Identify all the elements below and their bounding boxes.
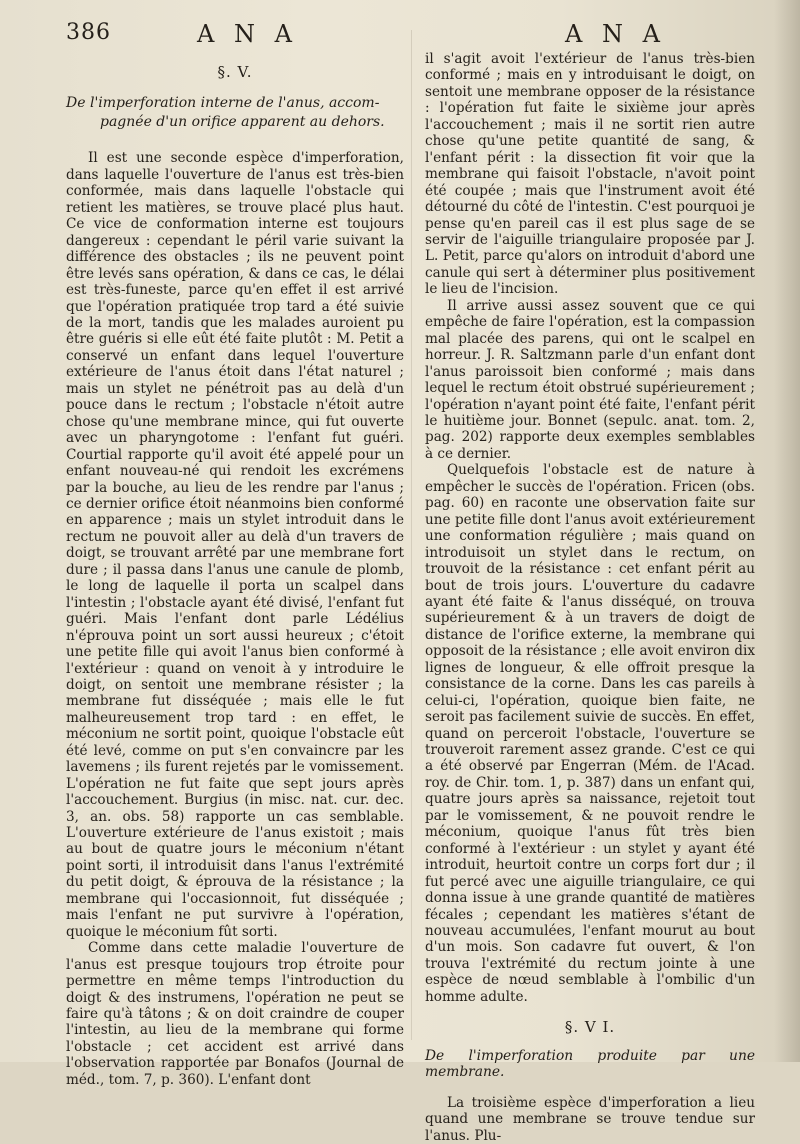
right-column <box>425 51 755 1144</box>
section-vi-number: §. V I. <box>564 1018 616 1037</box>
column-gutter <box>411 30 412 1040</box>
section-v-title-line2: pagnée d'un orifice apparent au dehors. <box>100 114 385 131</box>
page-edge-shadow <box>774 0 800 1062</box>
running-head-right: A N A <box>565 20 666 48</box>
section-v-paragraph-1: Il est une seconde espèce d'imperforation, dans laquelle l'ouverture de l'anus est très-bien conformée, mais dans laquelle l'obstacle qui retient les matières, se trouve placé plus haut. Ce vice de conformation interne est toujours dangereux : cependant le péril varie suivant la différence des obstacles ; ils ne peuvent point être levés sans opération, & dans ce cas, le délai est très-funeste, parce qu'en effet il est arrivé que l'opération pratiquée trop tard a été suivie de la mort, tandis que les malades auroient pu être guéris si elle eût été faite plutôt : M. Petit a conservé un enfant dans lequel l'ouverture extérieure de l'anus étoit dans l'état naturel ; mais un stylet ne pénétroit pas au delà d'un pouce dans le rectum ; l'obstacle n'étoit autre chose qu'une membrane mince, qui fut ouverte avec un pharyngotome : l'enfant fut guéri. Courtial rapporte qu'il avoit été appelé pour un enfant nouveau-né qui rendoit les excrémens par la bouche, au lieu de les rendre par l'anus ; ce dernier orifice étoit néanmoins bien conformé en apparence ; mais un stylet introduit dans le rectum ne pouvoit aller au delà d'un travers de doigt, se trouvant arrêté par une membrane fort dure ; il passa dans l'anus une canule de plomb, le long de laquelle il porta un scalpel dans l'intestin ; l'obstacle ayant été divisé, l'enfant fut guéri. Mais l'enfant dont parle Lédélius n'éprouva point un sort aussi heureux ; c'étoit une petite fille qui avoit l'anus bien conformé à l'extérieur : quand on venoit à y introduire le doigt, on sentoit une membrane résister ; la membrane fut disséquée ; mais elle le fut malheureusement trop tard : en effet, le méconium ne sortit point, quoique l'obstacle eût été levé, comme on put s'en convaincre par les lavemens ; ils furent rejetés par le vomissement. L'opération ne fut faite que sept jours après l'accouchement. Burgius (in misc. nat. cur. dec. 3, an. obs. 58) rapporte un cas semblable. L'ouverture extérieure de l'anus existoit ; mais au bout de quatre jours le méconium n'étant point sorti, il introduisit dans l'anus l'extrémité du petit doigt, & éprouva de la résistance ; la membrane qui l'occasionnoit, fut disséquée ; mais l'enfant ne put survivre à l'opération, quoique le méconium fût sorti. <box>66 150 404 940</box>
section-v-number: §. V. <box>217 63 253 81</box>
page-number: 386 <box>66 20 111 45</box>
section-v-title-line1: De l'imperforation interne de l'anus, accom- <box>66 95 380 112</box>
running-head-left: A N A <box>197 20 298 48</box>
section-vi-title: De l'imperforation produite par une membrane. <box>425 1047 755 1081</box>
section-vi-paragraph-1: La troisième espèce d'imperforation a lieu quand une membrane se trouve tendue sur l'anus. Plu- <box>425 1094 755 1144</box>
section-v-paragraph-4: Il arrive aussi assez souvent que ce qui empêche de faire l'opération, est la compassion mal placée des parens, qui ont le scalpel en horreur. J. R. Saltzmann parle d'un enfant dont l'anus paroissoit bien conformé ; mais dans lequel le rectum étoit obstrué supérieurement ; l'opération n'ayant point été faite, l'enfant périt le huitième jour. Bonnet (sepulc. anat. tom. 2, pag. 202) rapporte deux exemples semblables à ce dernier. <box>425 297 755 462</box>
section-v-paragraph-2: Comme dans cette maladie l'ouverture de l'anus est presque toujours trop étroite pour permettre en même temps l'introduction du doigt & des instrumens, l'opération ne peut se faire qu'à tâtons ; & on doit craindre de couper l'intestin, au lieu de la membrane qui forme l'obstacle ; cet accident est arrivé dans l'observation rapportée par Bonafos (Journal de méd., tom. 7, p. 360). L'enfant dont <box>66 940 404 1088</box>
section-v-paragraph-5: Quelquefois l'obstacle est de nature à empêcher le succès de l'opération. Fricen (obs. pag. 60) en raconte une observation faite sur une petite fille dont l'anus avoit extérieurement une conformation régulière ; mais quand on introduisoit un stylet dans le rectum, on trouvoit de la résistance : cet enfant périt au bout de trois jours. L'ouverture du cadavre ayant été faite & l'anus disséqué, on trouva supérieurement & à un travers de doigt de distance de l'orifice externe, la membrane qui opposoit de la résistance ; elle avoit environ dix lignes de longueur, & elle offroit presque la consistance de la corne. Dans les cas pareils à celui-ci, l'opération, quoique bien faite, ne seroit pas facilement suivie de succès. En effet, quand on perceroit l'obstacle, l'ouverture se trouveroit rarement assez grande. C'est ce qui a été observé par Engerran (Mém. de l'Acad. roy. de Chir. tom. 1, p. 387) dans un enfant qui, quatre jours après sa naissance, rejetoit tout par le vomissement, & ne pouvoit rendre le méconium, quoique l'anus fût très bien conformé à l'extérieur : un stylet y ayant été introduit, heurtoit contre un corps fort dur ; il fut percé avec une aiguille triangulaire, ce qui donna issue à une grande quantité de matières fécales ; cependant les matières s'étant de nouveau accumulées, l'enfant mourut au bout d'un mois. Son cadavre fut ouvert, & l'on trouva l'extrémité du rectum jointe à une espèce de nœud semblable à l'ombilic d'un homme adulte. <box>425 462 755 1005</box>
section-v-paragraph-3: il s'agit avoit l'extérieur de l'anus très-bien conformé ; mais en y introduisant le doigt, on sentoit une membrane opposer de la résistance : l'opération fut faite le sixième jour après l'accouchement ; mais il ne sortit rien autre chose qu'une petite quantité de sang, & l'enfant périt : la dissection fit voir que la membrane qui faisoit l'obstacle, n'avoit point été coupée ; mais que l'instrument avoit été détourné du côté de l'intestin. C'est pourquoi je pense qu'en pareil cas il est plus sage de se servir de l'aiguille triangulaire proposée par J. L. Petit, parce qu'alors on introduit d'abord une canule qui sert à déterminer plus positivement le lieu de l'incision. <box>425 51 755 298</box>
section-v-title <box>66 94 404 132</box>
left-column <box>66 64 404 1088</box>
